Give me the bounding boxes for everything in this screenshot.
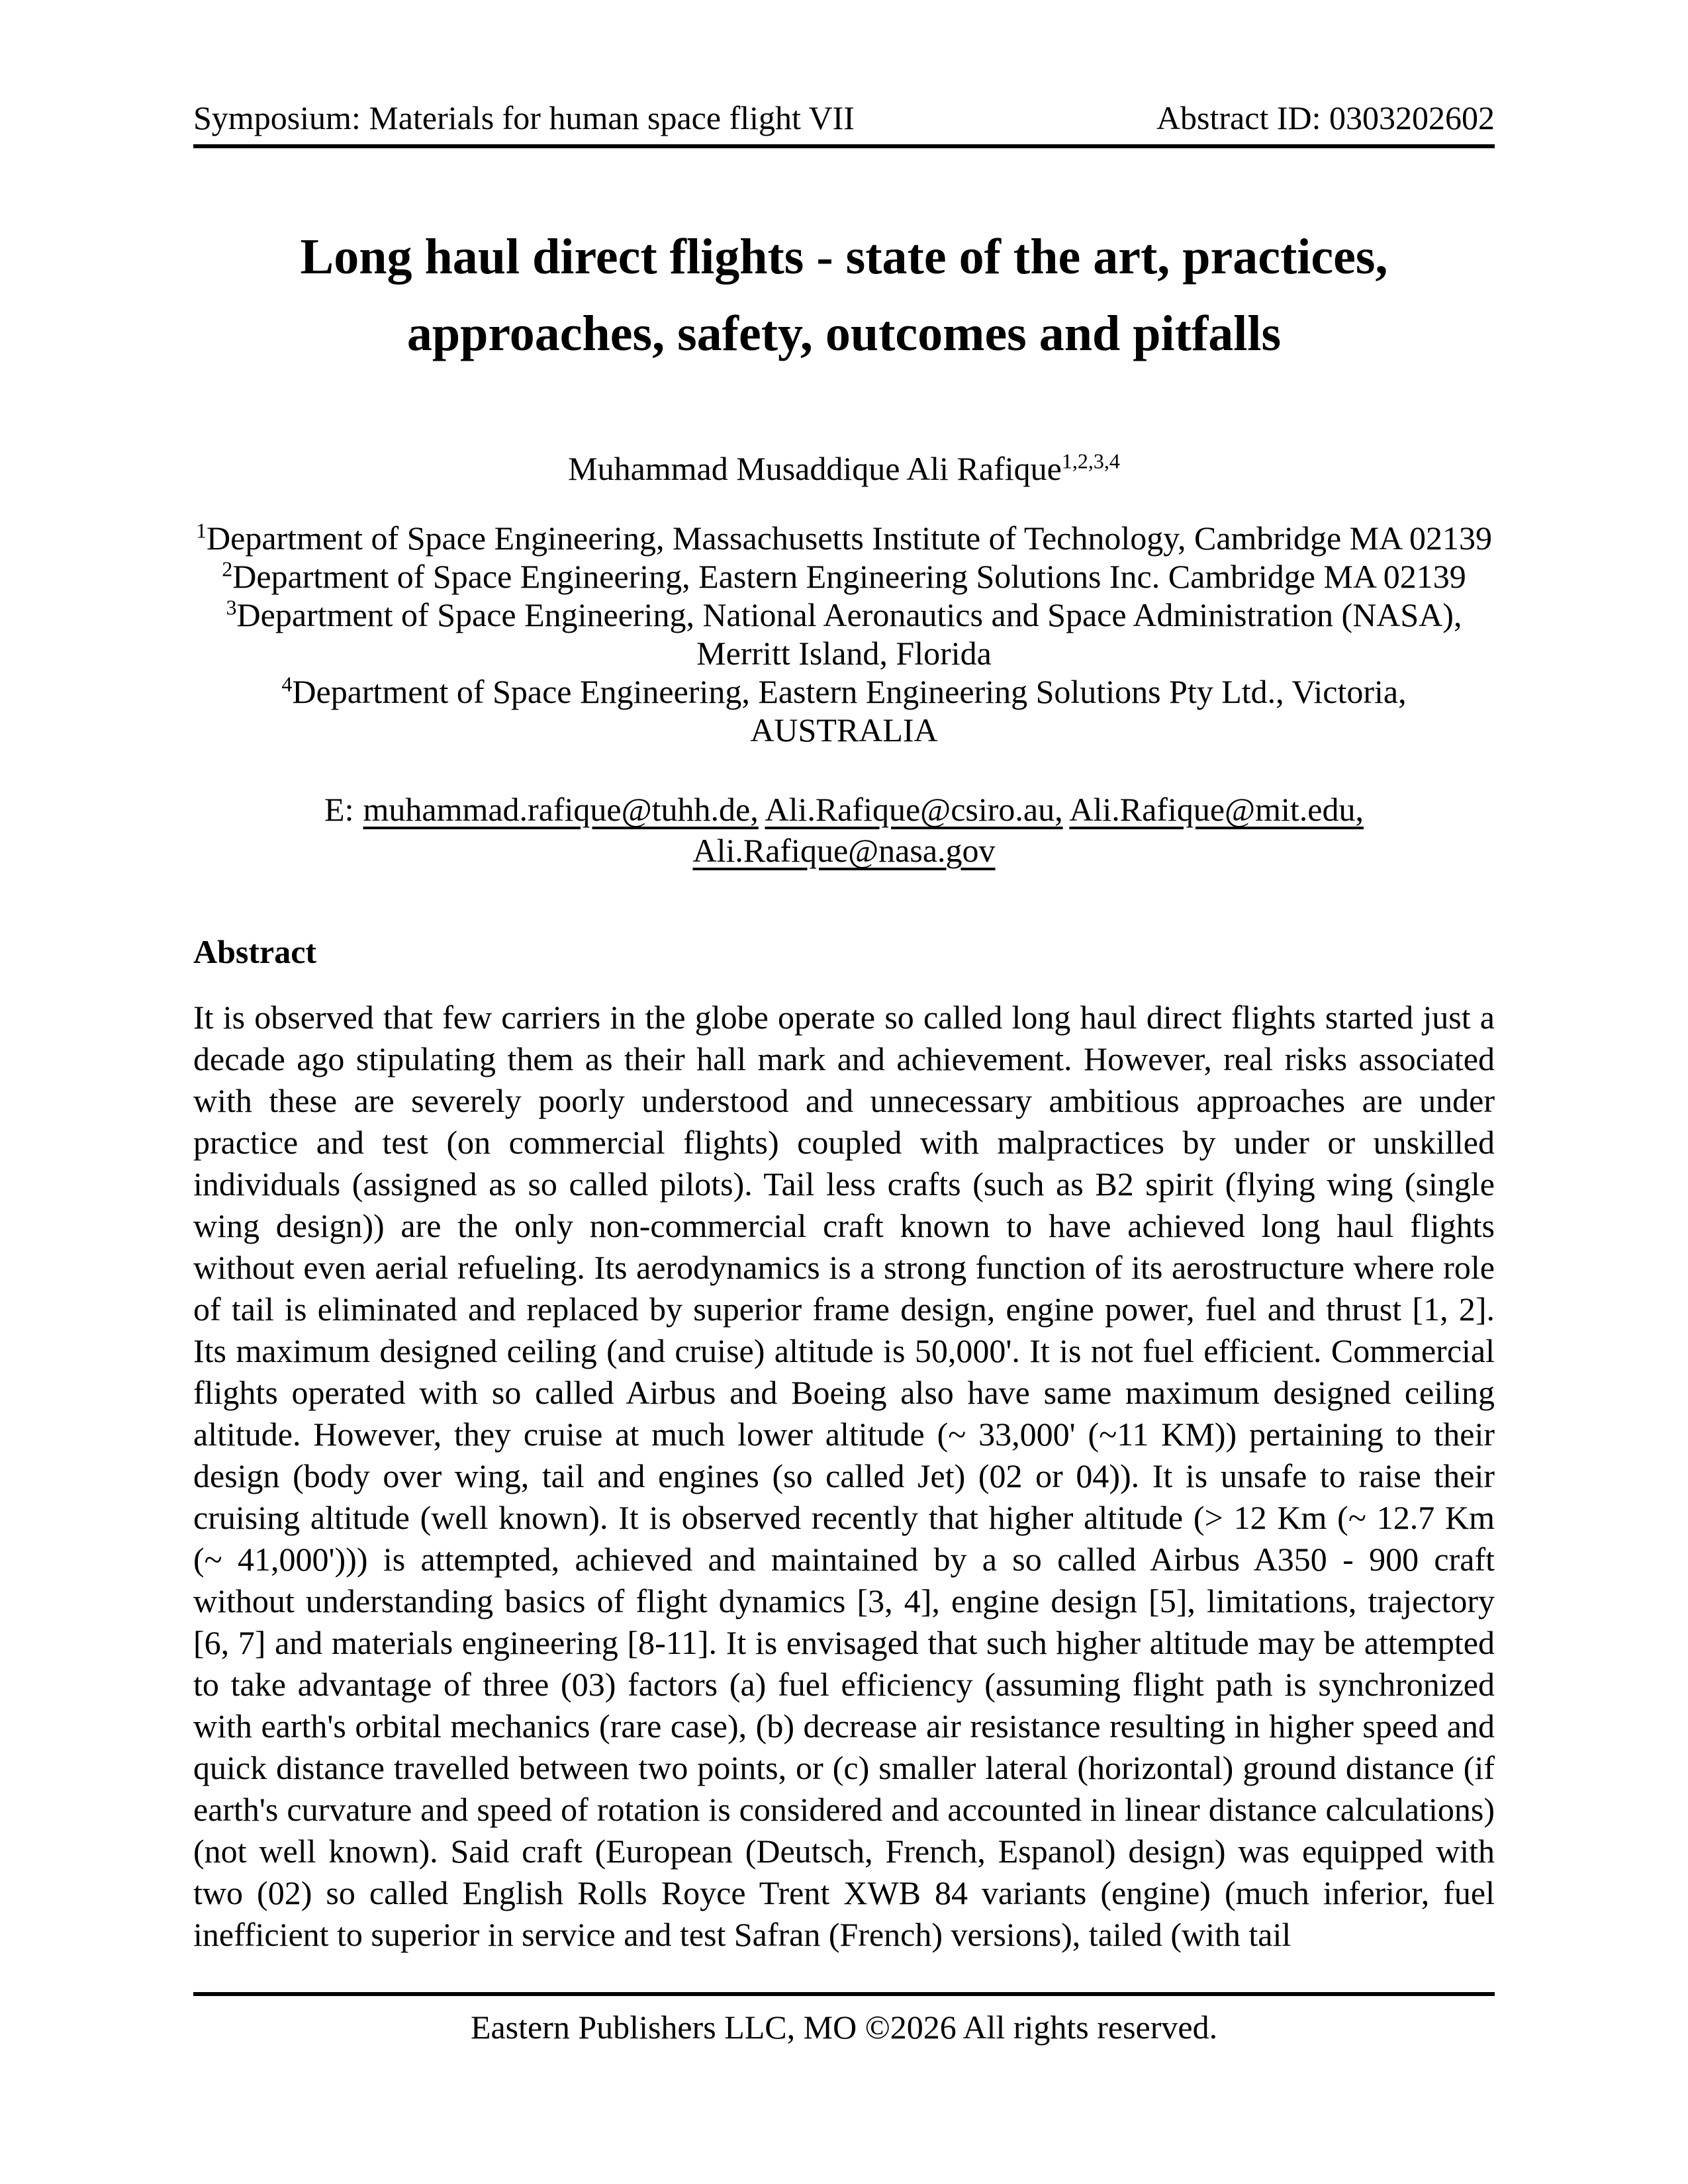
affiliation-line [193, 672, 1495, 749]
footer-copyright: Eastern Publishers LLC, MO ©2026 All rights reserved. [470, 2009, 1218, 2046]
email-link[interactable]: Ali.Rafique@nasa.gov [692, 832, 996, 869]
header-abstract-id: Abstract ID: 0303202602 [1156, 99, 1495, 136]
paper-title: Long haul direct flights - state of the art, practices, approaches, safety, outcomes and pitfalls [300, 229, 1388, 361]
affiliation-line [193, 596, 1495, 672]
affiliation-superscript: 3 [226, 595, 237, 619]
header-rule [193, 144, 1495, 148]
affiliation-line [193, 557, 1495, 596]
affiliation-line [193, 519, 1495, 557]
affiliation-superscript: 4 [281, 672, 293, 696]
footer-rule [193, 1992, 1495, 1996]
email-link[interactable]: Ali.Rafique@csiro.au, [765, 791, 1063, 828]
affiliations [193, 519, 1495, 749]
affiliation-superscript: 1 [196, 518, 207, 543]
affiliation-superscript: 2 [222, 557, 233, 581]
email-link[interactable]: muhammad.rafique@tuhh.de, [363, 791, 759, 828]
author-name: Muhammad Musaddique Ali Rafique [568, 450, 1062, 487]
affiliation-text: Department of Space Engineering, Eastern Engineering Solutions Pty Ltd., Victoria, AUSTRALIA [292, 673, 1407, 749]
abstract-body: It is observed that few carriers in the globe operate so called long haul direct flights started just a decade ago stipulating them as their hall mark and achievement. However, real risks associated with these are severely poorly understood and unnecessary ambitious approaches are under practice and test (on commercial flights) coupled with malpractices by under or unskilled individuals (assigned as so called pilots). Tail less crafts (such as B2 spirit (flying wing (single wing design)) are the only non-commercial craft known to have achieved long haul flights without even aerial refueling. Its aerodynamics is a strong function of its aerostructure where role of tail is eliminated and replaced by superior frame design, engine power, fuel and thrust [1, 2]. Its maximum designed ceiling (and cruise) altitude is 50,000'. It is not fuel efficient. Commercial flights operated with so called Airbus and Boeing also have same maximum designed ceiling altitude. However, they cruise at much lower altitude (~ 33,000' (~11 KM)) pertaining to their design (body over wing, tail and engines (so called Jet) (02 or 04)). It is unsafe to raise their cruising altitude (well known). It is observed recently that higher altitude (> 12 Km (~ 12.7 Km (~ 41,000'))) is attempted, achieved and maintained by a so called Airbus A350 - 900 craft without understanding basics of flight dynamics [3, 4], engine design [5], limitations, trajectory [6, 7] and materials engineering [8-11]. It is envisaged that such higher altitude may be attempted to take advantage of three (03) factors (a) fuel efficiency (assuming flight path is synchronized with earth's orbital mechanics (rare case), (b) decrease air resistance resulting in higher speed and quick distance travelled between two points, or (c) smaller lateral (horizontal) ground distance (if earth's curvature and speed of rotation is considered and accounted in linear distance calculations) (not well known). Said craft (European (Deutsch, French, Espanol) design) was equipped with two (02) so called English Rolls Royce Trent XWB 84 variants (engine) (much inferior, fuel inefficient to superior in service and test Safran (French) versions), tailed (with tail [193, 999, 1495, 1953]
affiliation-text: Department of Space Engineering, National Aeronautics and Space Administration (NASA), Merritt Island, Florida [236, 596, 1462, 672]
contact-emails [363, 791, 1363, 869]
author-superscript: 1,2,3,4 [1061, 449, 1120, 473]
author-line [193, 449, 1495, 488]
abstract-heading: Abstract [193, 933, 317, 970]
affiliation-text: Department of Space Engineering, Eastern Engineering Solutions Inc. Cambridge MA 02139 [232, 558, 1466, 595]
page-header [193, 0, 1495, 136]
email-prefix: E: [324, 791, 354, 828]
affiliation-text: Department of Space Engineering, Massachusetts Institute of Technology, Cambridge MA 02139 [207, 520, 1492, 557]
contact-line [193, 789, 1495, 871]
email-link[interactable]: Ali.Rafique@mit.edu, [1069, 791, 1364, 828]
header-symposium-label: Symposium: Materials for human space flight VII [193, 99, 855, 136]
